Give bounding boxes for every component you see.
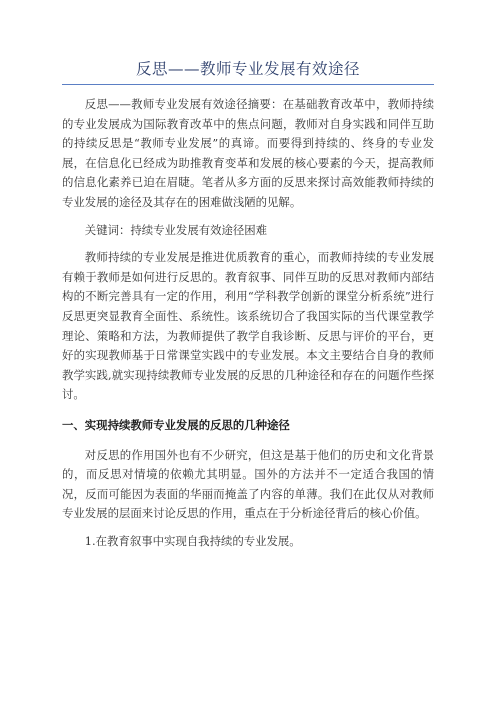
- intro-paragraph: 教师持续的专业发展是推进优质教育的重心，而教师持续的专业发展有赖于教师是如何进行反思的。教育叙事、同伴互助的反思对教师内部结构的不断完善具有一定的作用，利用“学科教学创新的课堂分析系统”进行反思更突显教育全面性、系统性。该系统切合了我国实际的当代课堂教学理论、策略和方法，为教师提供了教学自我诊断、反思与评价的平台，更好的实现教师基于日常课堂实践中的专业发展。本文主要结合自身的教师教学实践,就实现持续教师专业发展的反思的几种途径和存在的问题作些探讨。: [62, 250, 434, 402]
- abstract-paragraph: 反思——教师专业发展有效途径摘要：在基础教育改革中，教师持续的专业发展成为国际教育改革中的焦点问题，教师对自身实践和同伴互助的持续反思是“教师专业发展”的真谛。而要得到持续的、终身的专业发展，在信息化已经成为助推教育变革和发展的核心要素的今天，提高教师的信息化素养已迫在眉睫。笔者从多方面的反思来探讨高效能教师持续的专业发展的途径及其存在的困难做浅陋的见解。: [62, 97, 434, 209]
- title-container: [62, 58, 434, 80]
- section-heading: 一、实现持续教师专业发展的反思的几种途径: [62, 417, 290, 432]
- document-title: 反思——教师专业发展有效途径: [135, 60, 360, 78]
- list-item: 1.在教育叙事中实现自我持续的专业发展。: [84, 533, 301, 548]
- title-underline: [62, 84, 434, 85]
- keywords-line: 关键词：持续专业发展有效途径困难: [84, 222, 268, 237]
- document-body: [62, 95, 434, 551]
- section-paragraph: 对反思的作用国外也有不少研究，但这是基于他们的历史和文化背景的，而反思对情境的依赖尤其明显。国外的方法并不一定适合我国的情况，反而可能因为表面的华丽而掩盖了内容的单薄。我们在此仅从对教师专业发展的层面来讨论反思的作用，重点在于分析途径背后的核心价值。: [62, 447, 434, 521]
